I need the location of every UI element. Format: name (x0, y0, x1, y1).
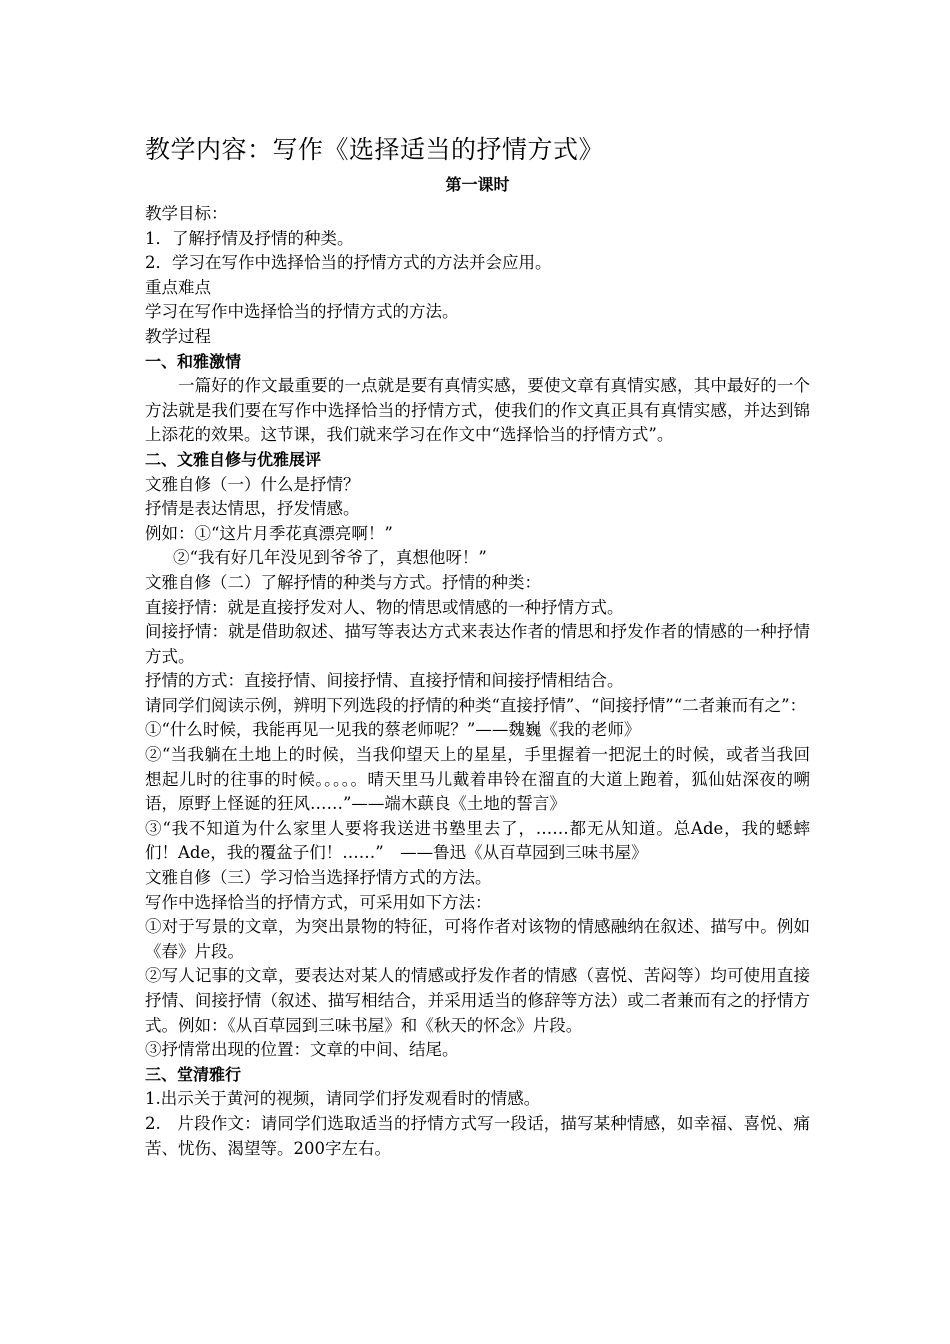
quote-item: ①“什么时候，我能再见一见我的蔡老师呢？”——魏巍《我的老师》 (145, 720, 641, 740)
self-study-heading: 文雅自修（二）了解抒情的种类与方式。抒情的种类： (145, 572, 541, 592)
process-label: 教学过程 (145, 326, 211, 346)
section-heading: 二、文雅自修与优雅展评 (145, 449, 322, 469)
section-heading: 一、和雅激情 (145, 351, 242, 371)
quote-item: ③“我不知道为什么家里人要将我送进书塾里去了，……都无从知道。总Ade，我的蟋蟀们！Ade，我的覆盆子们！……” ——鲁迅《从百草园到三味书屋》 (145, 818, 810, 863)
section-heading: 三、堂清雅行 (145, 1064, 242, 1084)
lesson-subtitle: 第一课时 (445, 175, 510, 194)
objective-item: 2．学习在写作中选择恰当的抒情方式的方法并会应用。 (145, 253, 552, 273)
key-points-label: 重点难点 (145, 277, 211, 297)
quote-item: ②“当我躺在土地上的时候，当我仰望天上的星星，手里握着一把泥土的时候，或者当我回想起儿时的往事的时候。。。。。晴天里马儿戴着串铃在溜直的大道上跑着，狐仙姑深夜的嗍语，原野上怪诞的狂风……”——端木蕻良《土地的誓言》 (145, 745, 810, 814)
objectives-label: 教学目标： (145, 204, 228, 223)
document-page (145, 130, 810, 1161)
self-study-heading: 文雅自修（三）学习恰当选择抒情方式的方法。 (145, 868, 492, 888)
key-points-text: 学习在写作中选择恰当的抒情方式的方法。 (145, 302, 459, 322)
method-item: ①对于写景的文章，为突出景物的特征，可将作者对该物的情感融纳在叙述、描写中。例如《春》片段。 (145, 917, 810, 961)
task-item: 2. 片段作文：请同学们选取适当的抒情方式写一段话，描写某种情感，如幸福、喜悦、痛苦、忧伤、渴望等。200字左右。 (145, 1113, 810, 1158)
method-item: ③抒情常出现的位置：文章的中间、结尾。 (145, 1040, 459, 1060)
method-item: ②写人记事的文章，要表达对某人的情感或抒发作者的情感（喜悦、苦闷等）均可使用直接抒情、间接抒情（叙述、描写相结合，并采用适当的修辞等方法）或二者兼而有之的抒情方式。例如：《从百草园到三味书屋》和《秋天的怀念》片段。 (145, 966, 810, 1035)
intro-paragraph: 一篇好的作文最重要的一点就是要有真情实感，要使文章有真情实感，其中最好的一个方法就是我们要在写作中选择恰当的抒情方式，使我们的作文真正具有真情实感，并达到锦上添花的效果。这节课，我们就来学习在作文中“选择恰当的抒情方式”。 (145, 376, 810, 445)
objective-item: 1．了解抒情及抒情的种类。 (145, 228, 354, 248)
document-title: 教学内容：写作《选择适当的抒情方式》 (145, 135, 605, 164)
self-study-heading: 文雅自修（一）什么是抒情？ (145, 474, 360, 494)
writing-methods-intro: 写作中选择恰当的抒情方式，可采用如下方法： (145, 892, 492, 912)
direct-definition: 直接抒情：就是直接抒发对人、物的情思或情感的一种抒情方式。 (145, 597, 624, 617)
example-item: ②“我有好几年没见到爷爷了，真想他呀！” (173, 548, 487, 568)
reading-task: 请同学们阅读示例，辨明下列选段的抒情的种类“直接抒情”、“间接抒情”“二者兼而有之”： (145, 695, 807, 715)
definition-text: 抒情是表达情思，抒发情感。 (145, 499, 360, 519)
indirect-definition: 间接抒情：就是借助叙述、描写等表达方式来表达作者的情思和抒发作者的情感的一种抒情方式。 (145, 622, 810, 666)
methods-text: 抒情的方式：直接抒情、间接抒情、直接抒情和间接抒情相结合。 (145, 671, 624, 691)
example-item: 例如：①“这片月季花真漂亮啊！” (145, 523, 393, 543)
task-item: 1.出示关于黄河的视频，请同学们抒发观看时的情感。 (145, 1089, 541, 1109)
